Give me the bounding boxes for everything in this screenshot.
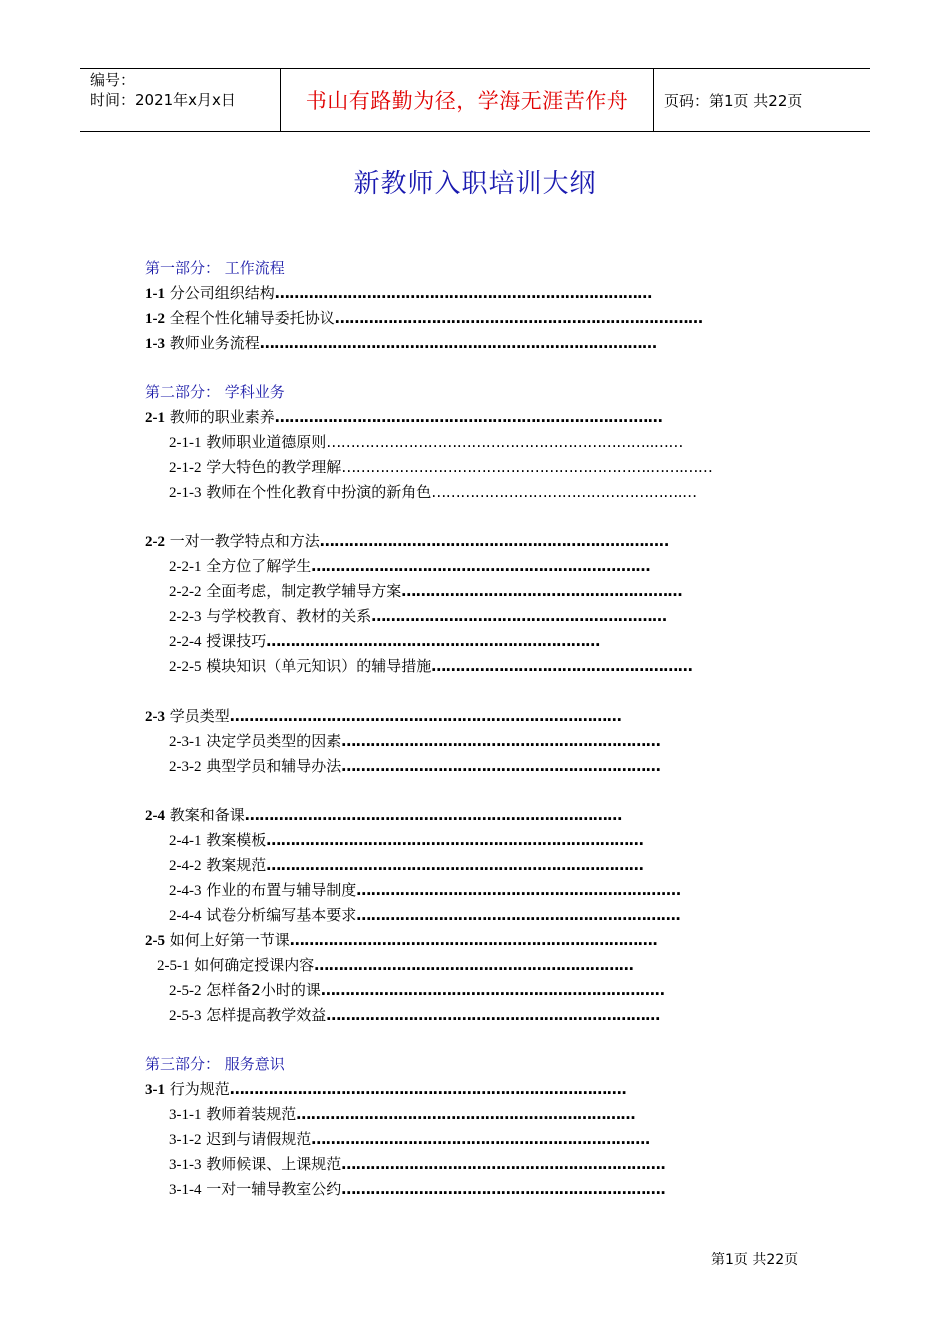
toc-entry-leader: ……………………………………………… — [431, 657, 693, 675]
toc-entry — [169, 755, 660, 777]
toc-entry-text: 试卷分析编写基本要求 — [206, 906, 357, 924]
toc-entry-text: 全方位了解学生 — [206, 557, 312, 575]
header-motto: 书山有路勤为径，学海无涯苦作舟 — [281, 69, 654, 131]
toc-entry-number: 2-4 — [145, 808, 165, 824]
toc-entry-number: 2-2-4 — [169, 634, 202, 650]
toc-entry-number: 2-5-3 — [169, 1008, 202, 1024]
toc-entry-number: 2-3 — [145, 709, 165, 725]
toc-entry-leader: …………………………………………………….……….. — [319, 532, 669, 550]
toc-entry-text: 怎样提高教学效益 — [206, 1006, 327, 1024]
toc-entry — [169, 879, 681, 901]
toc-entry-number: 2-5 — [145, 933, 165, 949]
toc-entry — [145, 282, 652, 304]
toc-entry-leader: ………………………………………………………………………. — [229, 1080, 627, 1098]
toc-entry — [145, 406, 662, 428]
toc-entry — [145, 307, 703, 329]
header-page-info: 页码：第1页 共22页 — [664, 91, 803, 110]
toc-entry-number: 3-1 — [145, 1082, 165, 1098]
toc-entry — [169, 1103, 635, 1125]
toc-entry-text: 一对一教学特点和方法 — [169, 532, 320, 550]
toc-entry-number: 2-4-3 — [169, 883, 202, 899]
toc-entry-leader: ………………………………………………………… — [341, 757, 661, 775]
toc-entry-number: 2-2-5 — [169, 659, 202, 675]
toc-entry — [145, 804, 622, 826]
toc-entry-leader: ……………………………………………………….…… — [311, 557, 650, 575]
toc-entry-text: 教师着装规范 — [206, 1105, 297, 1123]
toc-entry-leader: ……………………………………………….…… — [371, 607, 667, 625]
toc-entry — [145, 530, 669, 552]
toc-entry — [169, 431, 683, 453]
toc-entry-number: 3-1-3 — [169, 1157, 202, 1173]
toc-entry-number: 2-3-2 — [169, 759, 202, 775]
toc-entry — [169, 904, 681, 926]
toc-section-heading: 第一部分： 工作流程 — [145, 259, 285, 277]
toc-entry-number: 2-4-2 — [169, 858, 202, 874]
toc-entry-text: 教师候课、上课规范 — [206, 1155, 342, 1173]
toc-entry-number: 1-1 — [145, 286, 165, 302]
toc-entry-leader: …………………………………………….…… — [401, 582, 682, 600]
toc-entry — [169, 979, 665, 1001]
toc-entry-leader: …………………………………………………………. — [341, 1180, 666, 1198]
toc-entry — [169, 655, 692, 677]
toc-entry-number: 2-1-2 — [169, 460, 202, 476]
toc-entry-leader: …………………………………………………………… — [266, 632, 600, 650]
toc-entry-number: 2-4-4 — [169, 908, 202, 924]
toc-entry-text: 教师职业道德原则 — [206, 433, 327, 451]
toc-entry — [169, 580, 682, 602]
toc-entry-number: 2-3-1 — [169, 734, 202, 750]
toc-entry-leader: …………………………………………………………….. — [320, 981, 665, 999]
toc-entry-leader: ……………………………………………………….… — [356, 881, 681, 899]
toc-entry-leader: …………………………………………………………….…… — [334, 309, 703, 327]
toc-entry-text: 一对一辅导教室公约 — [206, 1180, 342, 1198]
toc-entry-number: 2-2-3 — [169, 609, 202, 625]
toc-entry-leader: …………………………………………………………..…… — [326, 433, 683, 451]
toc-entry — [169, 1178, 666, 1200]
toc-entry-number: 1-2 — [145, 311, 165, 327]
toc-entry-text: 分公司组织结构 — [169, 284, 275, 302]
toc-entry-text: 行为规范 — [169, 1080, 230, 1098]
toc-entry-text: 学员类型 — [169, 707, 230, 725]
toc-entry-number: 2-2-1 — [169, 559, 202, 575]
document-title: 新教师入职培训大纲 — [353, 169, 597, 199]
toc-entry — [169, 1004, 660, 1026]
toc-entry-leader: …………………………………………………………. — [341, 1155, 666, 1173]
toc-entry-leader: ………………………………………………………………..…… — [274, 408, 663, 426]
toc-entry-text: 作业的布置与辅导制度 — [206, 881, 357, 899]
toc-entry — [145, 1078, 627, 1100]
toc-entry-number: 3-1-1 — [169, 1107, 202, 1123]
toc-entry — [169, 1153, 666, 1175]
toc-entry — [145, 332, 657, 354]
toc-entry-leader: …………………………………………………………………… — [266, 856, 644, 874]
toc-entry-leader: …………………………………………………………………… — [274, 284, 652, 302]
toc-entry-leader: …………………………………………………………………… — [266, 831, 644, 849]
toc-entry-text: 与学校教育、教材的关系 — [206, 607, 372, 625]
toc-entry-text: 典型学员和辅导办法 — [206, 757, 342, 775]
toc-entry — [169, 630, 600, 652]
toc-entry — [169, 605, 667, 627]
toc-entry-leader: ………………………………………….………………… — [296, 1105, 635, 1123]
toc-entry — [169, 555, 650, 577]
toc-entry-text: 如何上好第一节课 — [169, 931, 290, 949]
toc-entry-text: 全程个性化辅导委托协议 — [169, 309, 335, 327]
toc-entry-number: 3-1-4 — [169, 1182, 202, 1198]
toc-entry-text: 学大特色的教学理解 — [206, 458, 342, 476]
time-label: 时间：2021年x月x日 — [90, 91, 236, 109]
toc-entry — [145, 705, 621, 727]
toc-entry — [169, 854, 643, 876]
toc-entry-text: 教师的职业素养 — [169, 408, 275, 426]
toc-entry-number: 2-1-1 — [169, 435, 202, 451]
toc-entry-number: 2-5-2 — [169, 983, 202, 999]
toc-entry-leader: …………………………………………………………………. — [289, 931, 658, 949]
header-left-cell — [80, 69, 281, 131]
toc-entry-text: 教师业务流程 — [169, 334, 260, 352]
toc-entry-number: 2-2-2 — [169, 584, 202, 600]
toc-entry-number: 3-1-2 — [169, 1132, 202, 1148]
toc-entry-text: 模块知识（单元知识）的辅导措施 — [206, 657, 432, 675]
toc-entry-leader: …………………………………………………………………… — [244, 806, 622, 824]
toc-entry-leader: ……………………………………………………………….……… — [259, 334, 657, 352]
toc-entry-text: 怎样备2小时的课 — [206, 981, 321, 999]
toc-entry-text: 教师在个性化教育中扮演的新角色 — [206, 483, 432, 501]
toc-section-heading: 第三部分： 服务意识 — [145, 1055, 285, 1073]
toc-entry-leader: ……………………………………………………………. — [311, 1130, 650, 1148]
toc-section-heading: 第二部分： 学科业务 — [145, 383, 285, 401]
toc-entry-leader: …………………………………………………………. — [356, 906, 681, 924]
toc-entry-number: 2-4-1 — [169, 833, 202, 849]
toc-entry-number: 2-2 — [145, 534, 165, 550]
toc-entry-leader: ……………………………………………………….…….…… — [341, 458, 713, 476]
toc-entry-number: 2-1 — [145, 410, 165, 426]
toc-entry-leader: ……………………………………………………………………… — [229, 707, 622, 725]
toc-entry-leader: ………………………………………………………… — [314, 956, 634, 974]
toc-entry-leader: …………………………………………….… — [431, 483, 697, 501]
toc-entry-text: 教案和备课 — [169, 806, 245, 824]
toc-entry-number: 2-1-3 — [169, 485, 202, 501]
toc-entry-number: 1-3 — [145, 336, 165, 352]
toc-entry — [169, 481, 697, 503]
toc-entry — [157, 954, 633, 976]
toc-entry-leader: ………………………………………………………… — [341, 732, 661, 750]
toc-entry — [145, 929, 658, 951]
toc-entry — [169, 1128, 650, 1150]
toc-entry-leader: …………………………………………………………… — [326, 1006, 660, 1024]
toc-entry — [169, 829, 643, 851]
toc-entry-text: 迟到与请假规范 — [206, 1130, 312, 1148]
toc-entry-text: 全面考虑，制定教学辅导方案 — [206, 582, 402, 600]
toc-entry — [169, 456, 712, 478]
toc-entry-text: 决定学员类型的因素 — [206, 732, 342, 750]
page-footer: 第1页 共22页 — [711, 1252, 799, 1268]
toc-entry-text: 授课技巧 — [206, 632, 267, 650]
toc-entry-number: 2-5-1 — [157, 958, 190, 974]
toc-entry-text: 教案规范 — [206, 856, 267, 874]
toc-entry-text: 教案模板 — [206, 831, 267, 849]
toc-entry-text: 如何确定授课内容 — [194, 956, 315, 974]
page-header — [80, 68, 870, 132]
toc-entry — [169, 730, 660, 752]
number-label: 编号： — [90, 71, 136, 89]
